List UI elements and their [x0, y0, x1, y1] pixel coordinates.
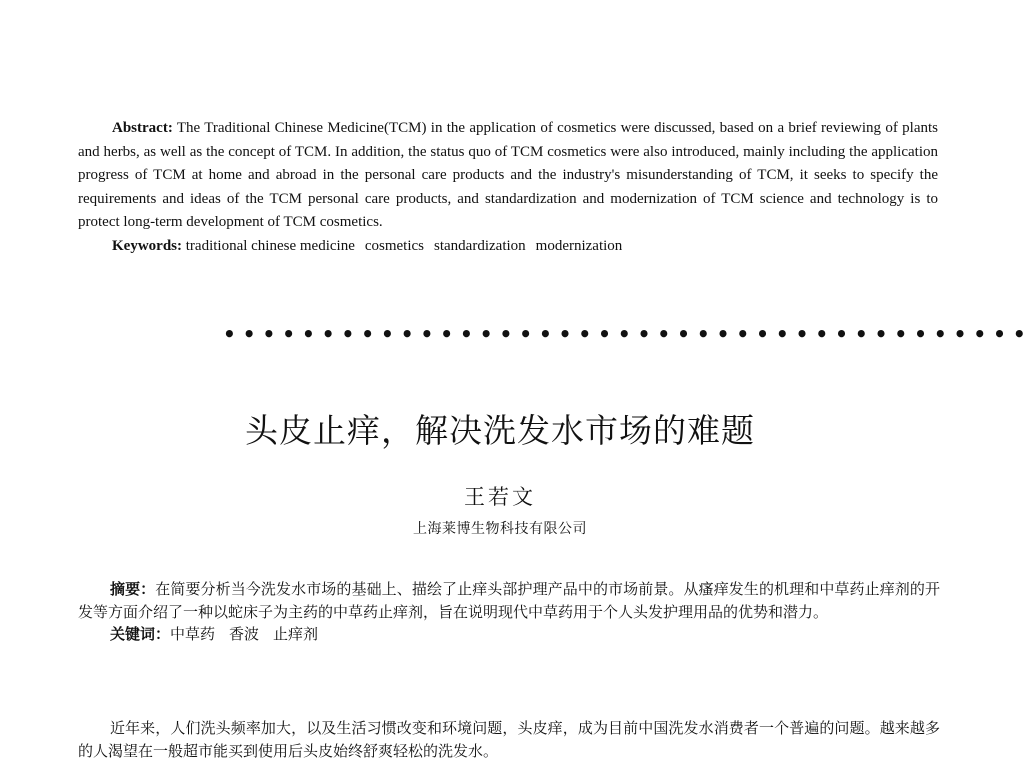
zh-abstract-text: 在简要分析当今洗发水市场的基础上、描绘了止痒头部护理产品中的市场前景。从瘙痒发生的机理和中草药止痒剂的开发等方面介绍了一种以蛇床子为主药的中草药止痒剂，旨在说明现代中草药用于个人头发护理用品的优势和潜力。: [78, 580, 940, 621]
abstract-text: The Traditional Chinese Medicine(TCM) in the application of cosmetics were discussed, based on a brief reviewing of plants and herbs, as well as the concept of TCM. In addition, the status quo of TCM cosmetics were also introduced, mainly including the application progress of TCM at home and abroad in the personal care products and the industry's misunderstanding of TCM, it seeks to specify the requirements and ideas of the TCM personal care products, and standardization and modernization of TCM science and technology is to protect long-term development of TCM cosmetics.: [78, 120, 938, 230]
keyword-item: traditional chinese medicine: [185, 237, 355, 254]
dotted-separator: • • • • • • • • • • • • • • • • • • • • • • • • • • • • • • • • • • • • • • • • •: [223, 322, 1026, 346]
keywords-label: Keywords:: [112, 237, 182, 254]
zh-keyword-item: 止痒剂: [273, 625, 319, 643]
english-abstract-section: [78, 117, 938, 258]
keyword-item: cosmetics: [364, 237, 425, 254]
english-abstract-paragraph: [78, 117, 938, 235]
keyword-item: standardization: [434, 237, 526, 254]
zh-keywords-label: 关键词：: [110, 625, 171, 643]
article-affiliation: 上海莱博生物科技有限公司: [413, 521, 587, 537]
chinese-keywords-line: [78, 623, 940, 646]
english-keywords-line: [78, 235, 938, 259]
chinese-abstract-paragraph: [78, 578, 940, 623]
article-title: 头皮止痒，解决洗发水市场的难题: [245, 411, 755, 450]
zh-abstract-label: 摘要：: [110, 580, 156, 598]
article-author: 王若文: [464, 485, 536, 509]
keyword-item: modernization: [535, 237, 623, 254]
body-paragraph: 近年来，人们洗头频率加大，以及生活习惯改变和环境问题，头皮痒，成为目前中国洗发水消费者一个普遍的问题。越来越多的人渴望在一般超市能买到使用后头皮始终舒爽轻松的洗发水。: [78, 719, 940, 760]
zh-keyword-item: 香波: [229, 625, 260, 643]
abstract-label: Abstract:: [112, 120, 173, 136]
zh-keyword-item: 中草药: [170, 625, 216, 643]
chinese-abstract-section: [78, 578, 940, 646]
